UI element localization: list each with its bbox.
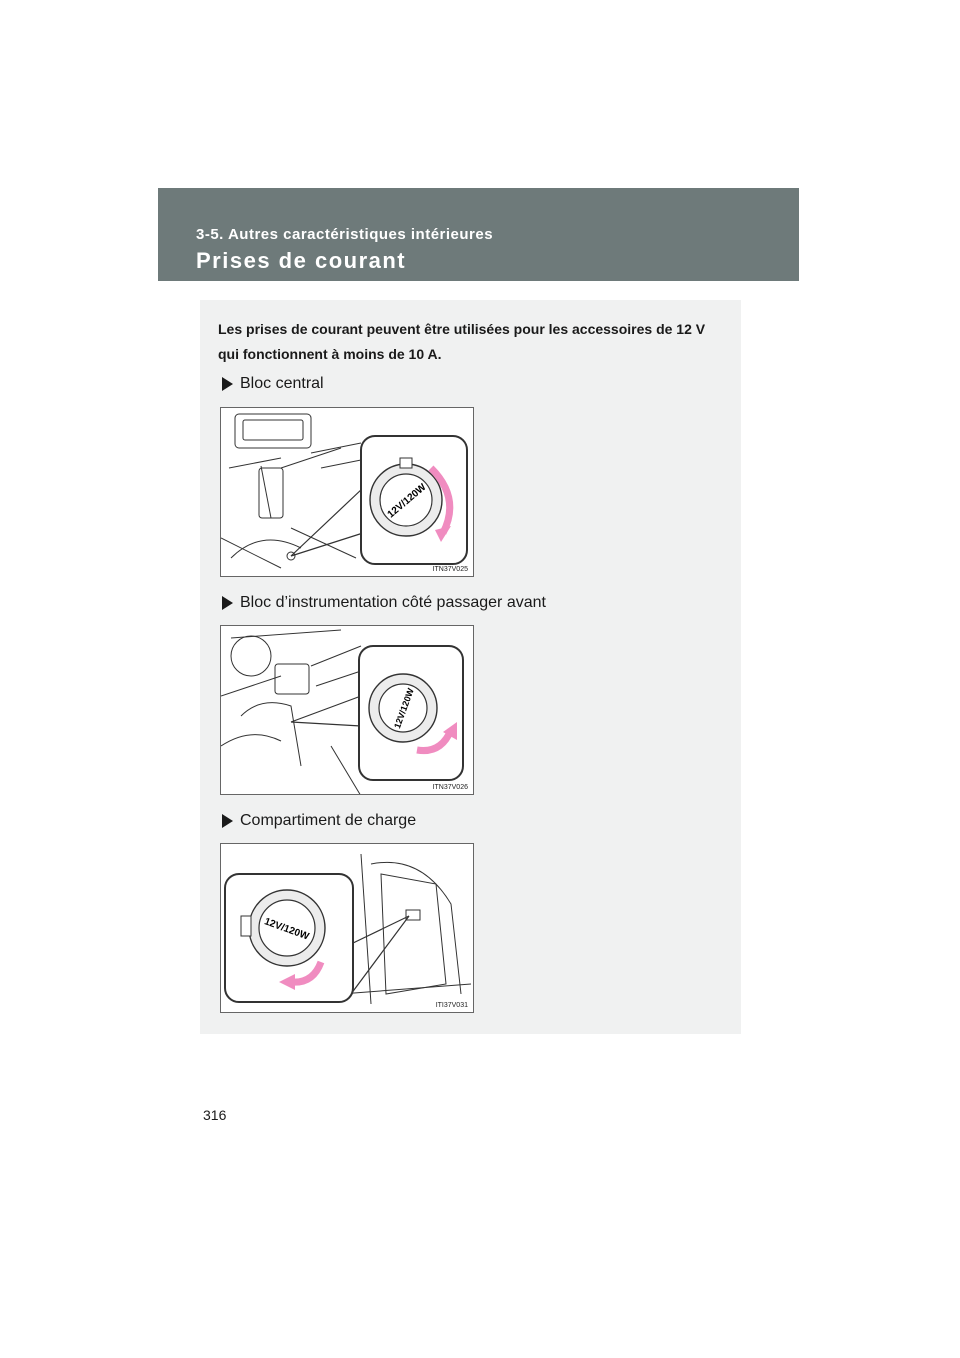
intro-paragraph: Les prises de courant peuvent être utilisées pour les accessoires de 12 V qui fonctionnent à moins de 10 A. [218,321,706,362]
figure-code: ITN37V025 [432,566,468,573]
cargo-illustration [221,844,474,1013]
header-band [158,188,799,281]
passenger-dash-illustration [221,626,474,795]
section-heading-cargo [222,811,416,831]
bullet-triangle-icon [222,596,233,610]
section-label: 3-5. Autres caractéristiques intérieures [196,226,494,243]
bullet-triangle-icon [222,377,233,391]
figure-code: ITI37V031 [435,1002,468,1009]
page-number: 316 [203,1107,227,1123]
figure-center-console [220,407,474,577]
bullet-triangle-icon [222,814,233,828]
section-heading-center-console [222,374,324,394]
content-box [200,300,741,1034]
page-title: Prises de courant [196,248,407,273]
power-outlet-cap-icon [369,674,437,742]
section-label-text: Compartiment de charge [240,812,417,829]
figure-code: ITN37V026 [432,784,468,791]
svg-text:12V/120W: 12V/120W [392,686,416,730]
center-console-illustration [221,408,474,577]
figure-cargo [220,843,474,1013]
figure-passenger-dash [220,625,474,795]
svg-text:12V/120W: 12V/120W [385,481,429,521]
section-label-text: Bloc central [240,375,324,392]
svg-text:12V/120W: 12V/120W [262,916,311,943]
section-heading-passenger-dash [222,593,546,613]
section-label-text: Bloc d’instrumentation côté passager avant [240,594,546,611]
